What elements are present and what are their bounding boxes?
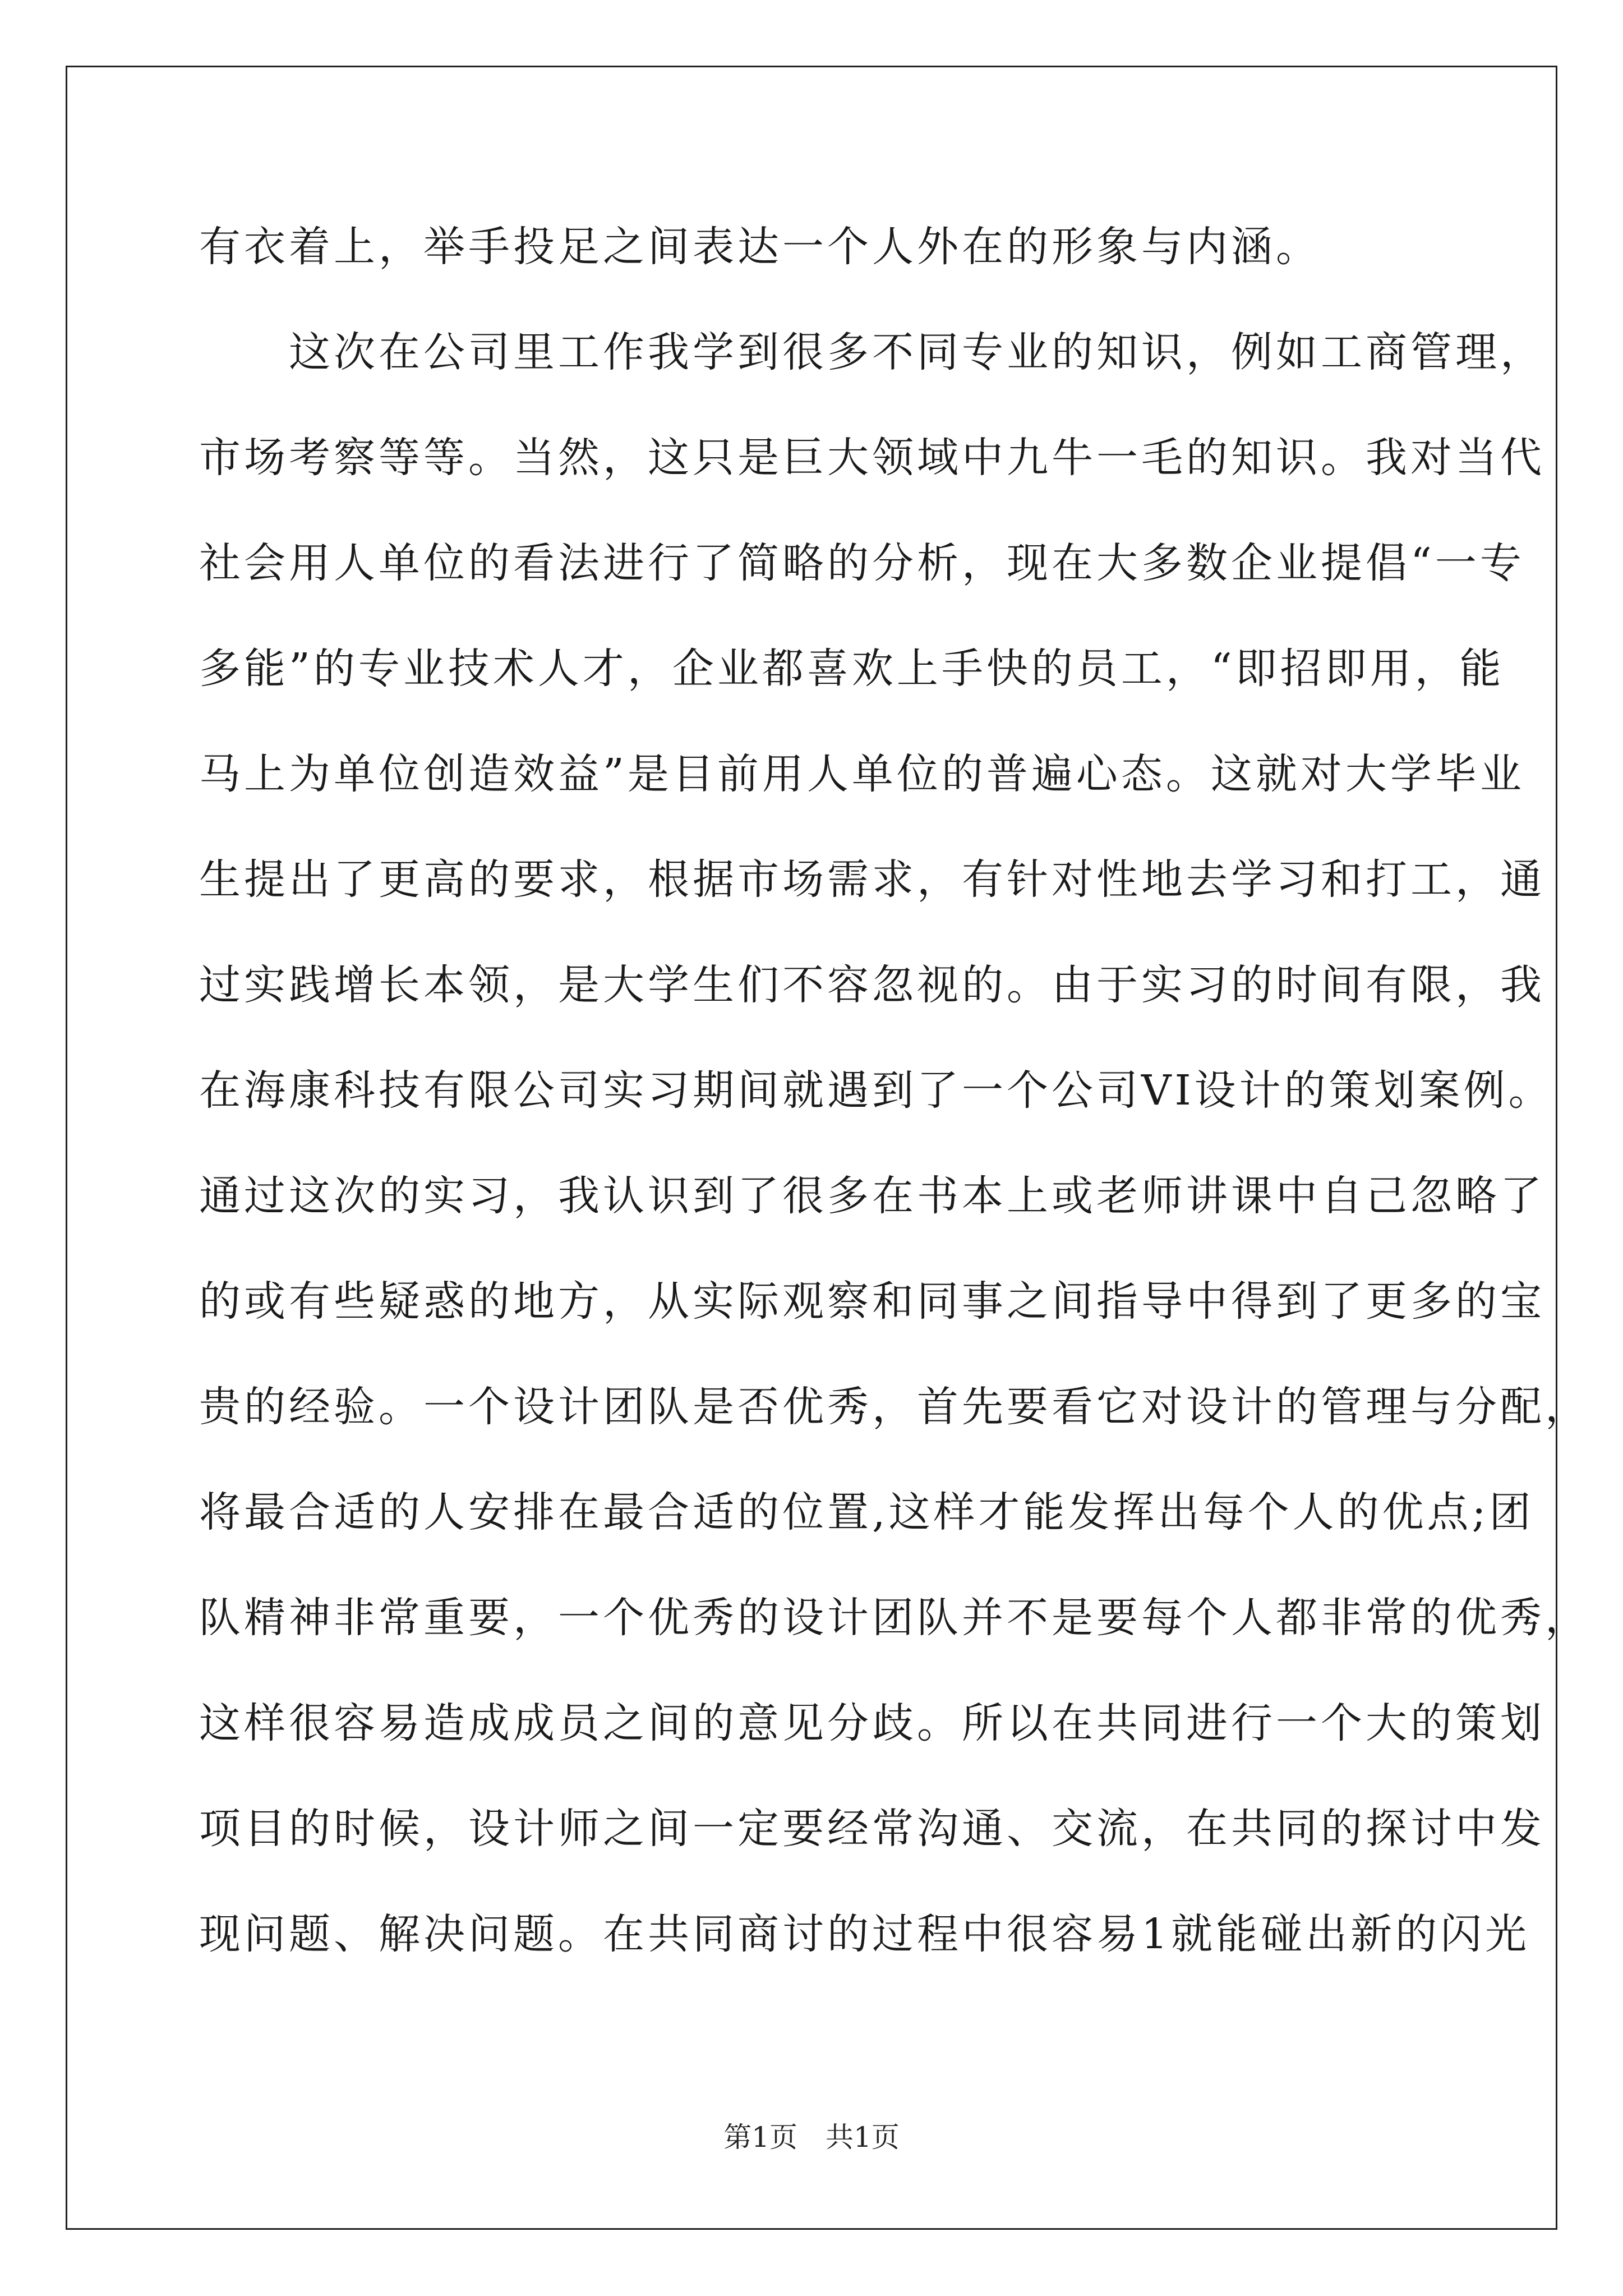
text-line: 社会用人单位的看法进行了简略的分析，现在大多数企业提倡“一专	[199, 539, 1525, 587]
text-line: 贵的经验。一个设计团队是否优秀，首先要看它对设计的管理与分配，	[199, 1383, 1590, 1431]
text-line: 在海康科技有限公司实习期间就遇到了一个公司VI设计的策划案例。	[199, 1066, 1553, 1115]
text-line: 现问题、解决问题。在共同商讨的过程中很容易1就能碰出新的闪光	[199, 1910, 1530, 1958]
page-number: 第1页 共1页	[723, 2121, 900, 2154]
text-line: 生提出了更高的要求，根据市场需求，有针对性地去学习和打工，通	[199, 855, 1545, 904]
text-line: 项目的时候，设计师之间一定要经常沟通、交流，在共同的探讨中发	[199, 1805, 1545, 1853]
text-line: 市场考察等等。当然，这只是巨大领域中九牛一毛的知识。我对当代	[199, 434, 1545, 482]
text-line: 通过这次的实习，我认识到了很多在书本上或老师讲课中自己忽略了	[199, 1172, 1545, 1220]
text-line: 这样很容易造成成员之间的意见分歧。所以在共同进行一个大的策划	[199, 1699, 1545, 1747]
text-line: 多能”的专业技术人才，企业都喜欢上手快的员工，“即招即用，能	[199, 645, 1505, 693]
text-line: 有衣着上，举手投足之间表达一个人外在的形象与内涵。	[199, 223, 1321, 271]
text-line: 这次在公司里工作我学到很多不同专业的知识，例如工商管理，	[199, 328, 1545, 376]
document-body	[199, 213, 1590, 1968]
text-line: 队精神非常重要，一个优秀的设计团队并不是要每个人都非常的优秀，	[199, 1594, 1590, 1642]
text-line: 的或有些疑惑的地方，从实际观察和同事之间指导中得到了更多的宝	[199, 1277, 1545, 1326]
text-line: 过实践增长本领，是大学生们不容忽视的。由于实习的时间有限，我	[199, 961, 1545, 1009]
text-line: 马上为单位创造效益”是目前用人单位的普遍心态。这就对大学毕业	[199, 750, 1525, 798]
text-line: 将最合适的人安排在最合适的位置,这样才能发挥出每个人的优点;团	[199, 1488, 1534, 1536]
